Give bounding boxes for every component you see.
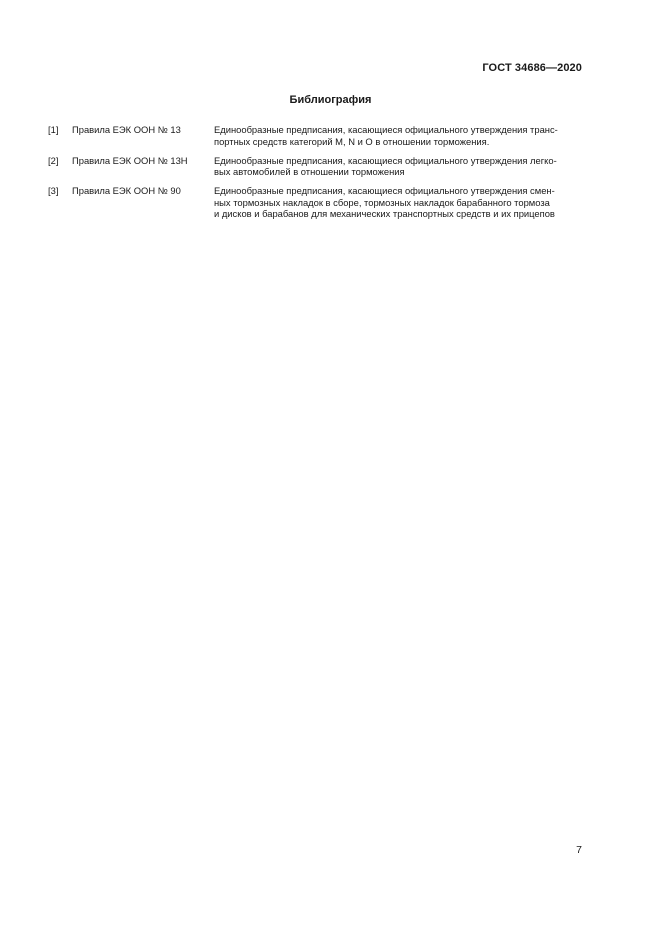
entry-description bbox=[214, 124, 584, 147]
bibliography-list bbox=[48, 124, 584, 227]
document-code: ГОСТ 34686—2020 bbox=[482, 62, 582, 74]
bibliography-entry bbox=[48, 185, 584, 220]
entry-number: [3] bbox=[48, 185, 59, 196]
page-number: 7 bbox=[576, 844, 582, 856]
bibliography-entry bbox=[48, 155, 584, 178]
description-line: и дисков и барабанов для механических транспортных средств и их прицепов bbox=[214, 208, 555, 219]
description-line: Единообразные предписания, касающиеся официального утверждения легко- bbox=[214, 154, 557, 166]
entry-number: [2] bbox=[48, 154, 59, 166]
description-line: ных тормозных накладок в сборе, тормозных накладок барабанного тормоза bbox=[214, 196, 550, 208]
description-line: портных средств категорий M, N и O в отношении торможения. bbox=[214, 135, 490, 147]
description-line: вых автомобилей в отношении торможения bbox=[214, 166, 405, 177]
entry-number: [1] bbox=[48, 124, 59, 135]
entry-description bbox=[214, 185, 584, 220]
section-title: Библиография bbox=[289, 94, 372, 106]
entry-source: Правила ЕЭК ООН № 90 bbox=[72, 185, 181, 196]
description-line: Единообразные предписания, касающиеся официального утверждения транс- bbox=[214, 124, 558, 135]
entry-source: Правила ЕЭК ООН № 13Н bbox=[72, 154, 188, 166]
description-line: Единообразные предписания, касающиеся официального утверждения смен- bbox=[214, 185, 555, 196]
entry-source: Правила ЕЭК ООН № 13 bbox=[72, 124, 181, 135]
bibliography-entry bbox=[48, 124, 584, 147]
entry-description bbox=[214, 155, 584, 178]
